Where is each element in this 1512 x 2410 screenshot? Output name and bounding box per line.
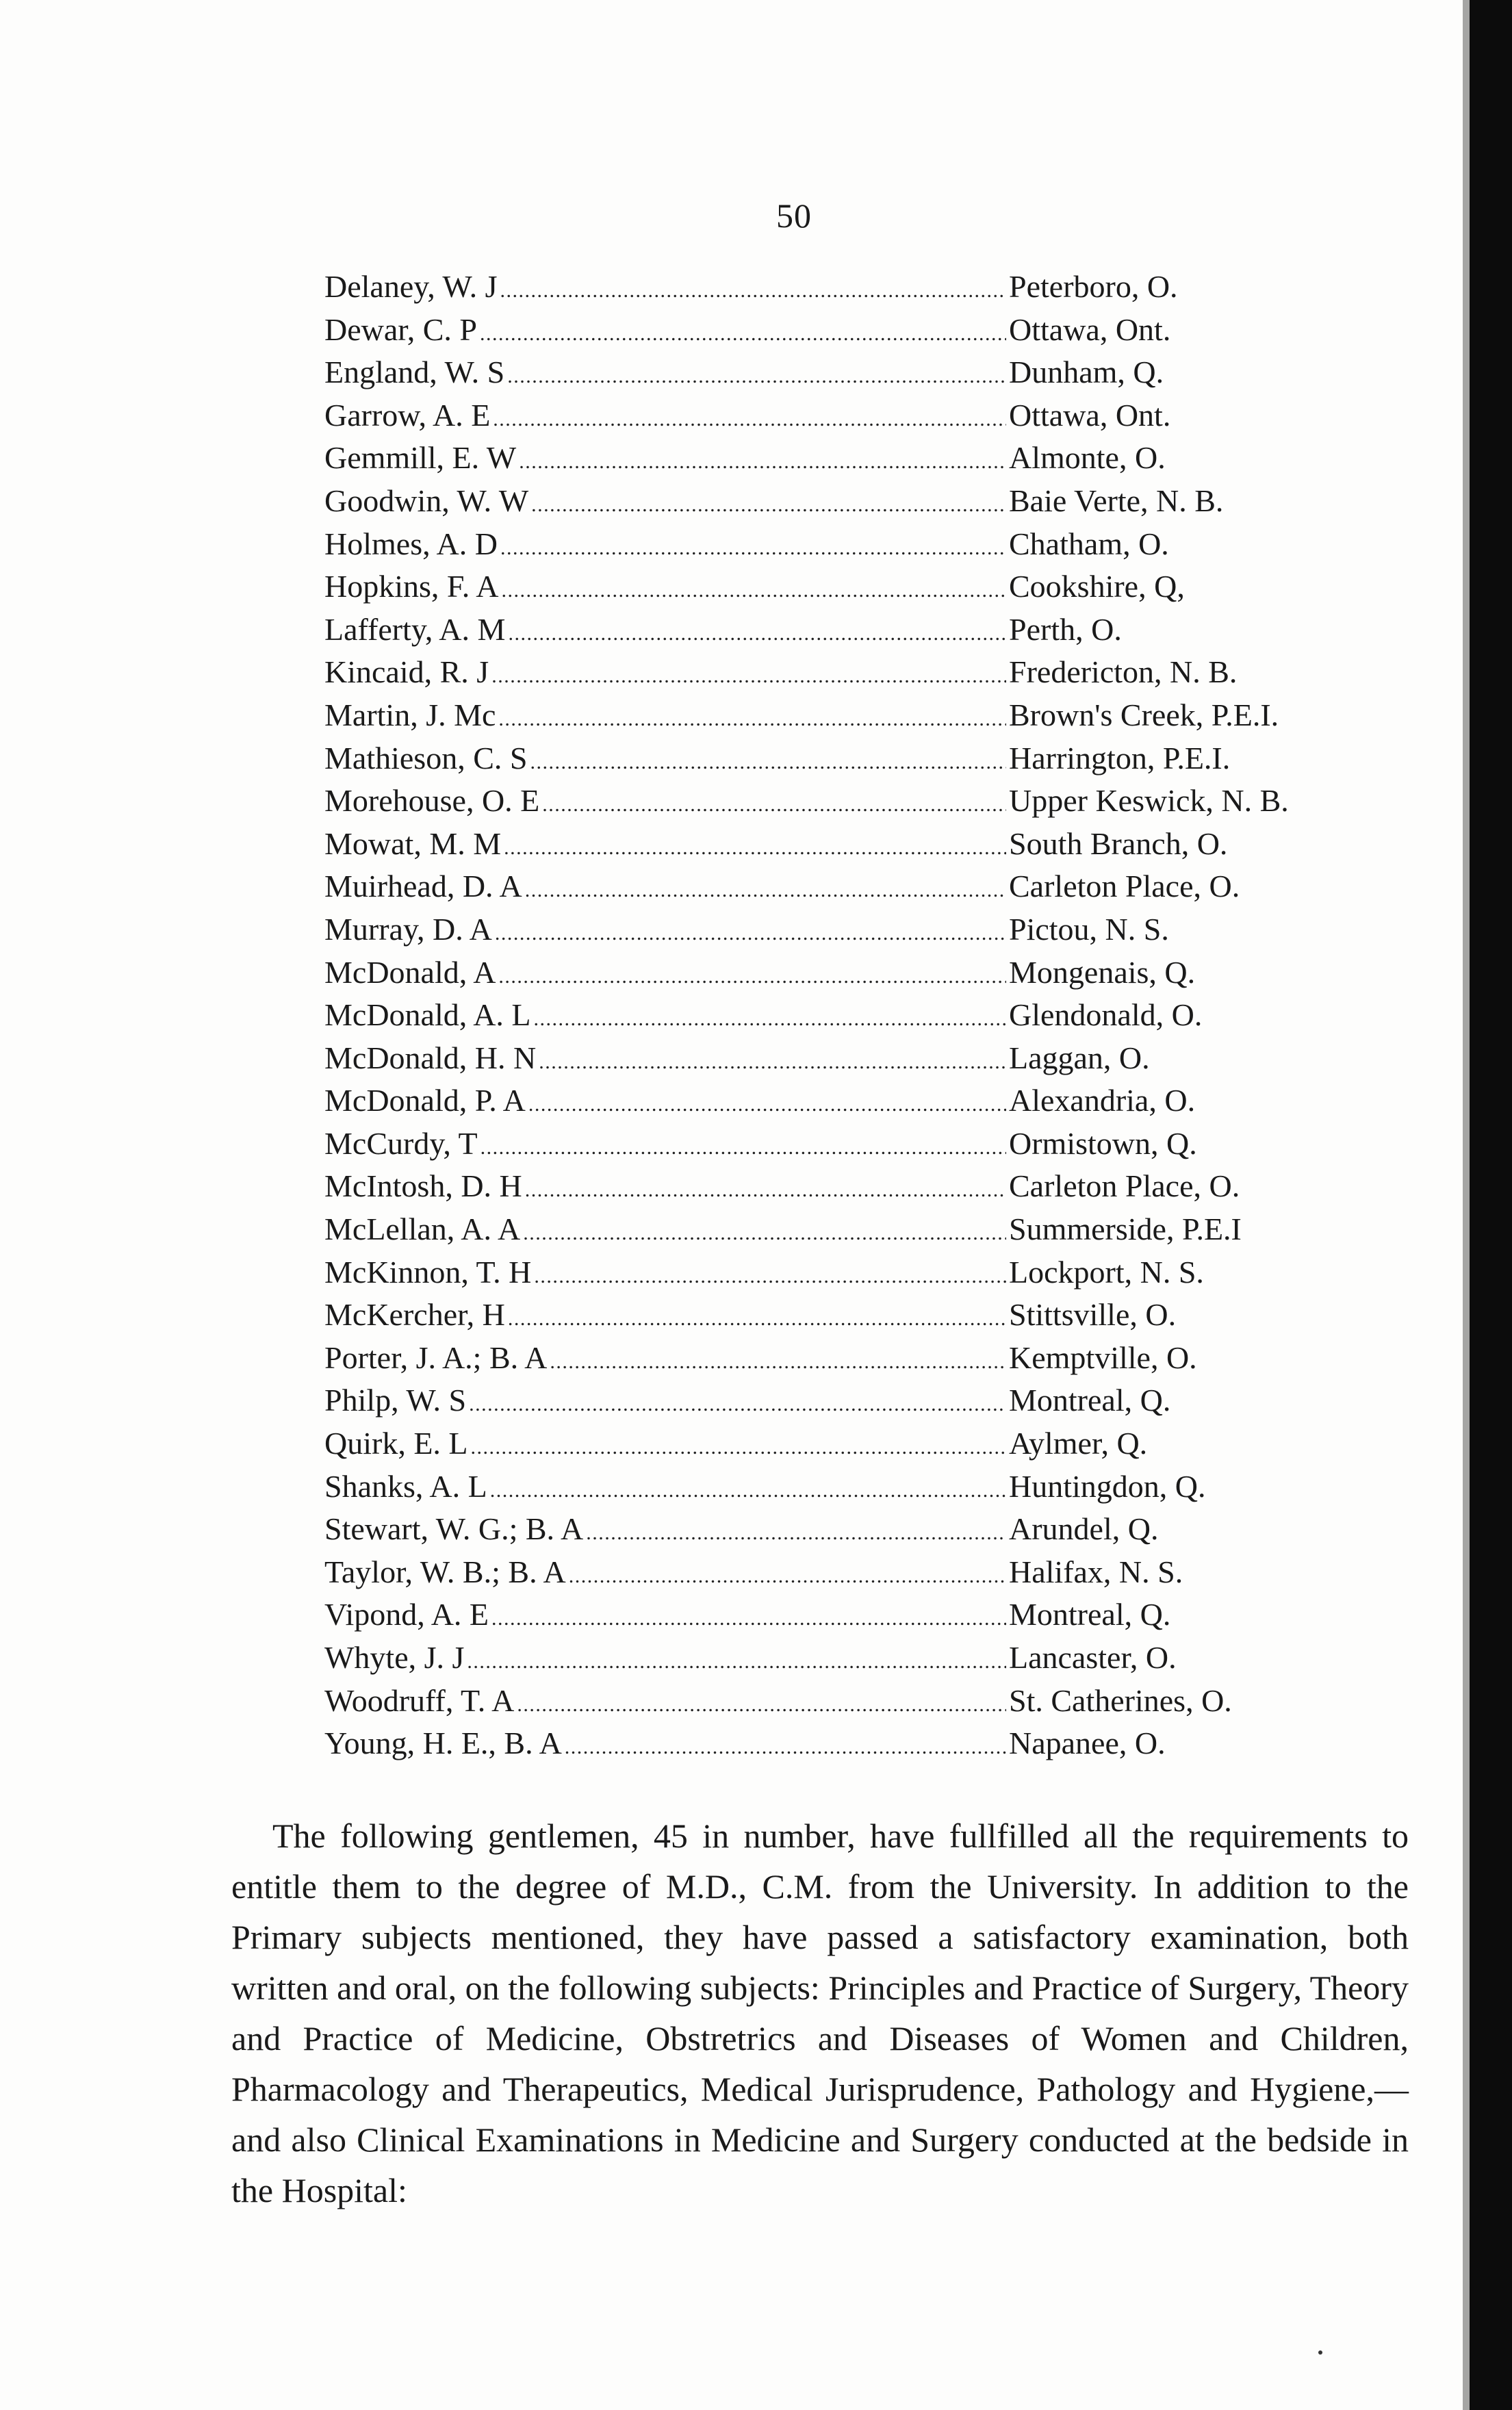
list-item <box>324 1211 1392 1254</box>
entry-name: Shanks, A. L <box>324 1468 487 1504</box>
entry-name: McDonald, A. L <box>324 997 531 1033</box>
entry-place: Harrington, P.E.I. <box>1009 740 1231 775</box>
dot-leader <box>528 1093 1006 1116</box>
entry-name: Young, H. E., B. A <box>324 1726 562 1761</box>
list-item <box>324 1725 1392 1768</box>
entry-place: Fredericton, N. B. <box>1009 654 1238 690</box>
dot-leader <box>519 450 1006 474</box>
dot-leader <box>504 836 1006 860</box>
graduate-list <box>324 268 1392 1768</box>
entry-place: Pictou, N. S. <box>1009 911 1169 947</box>
list-item <box>324 311 1392 355</box>
entry-place: Carleton Place, O. <box>1009 1168 1240 1204</box>
dot-leader <box>500 279 1006 303</box>
entry-name: Porter, J. A.; B. A <box>324 1339 548 1375</box>
list-item <box>324 1339 1392 1383</box>
list-item <box>324 568 1392 611</box>
dot-leader <box>565 1736 1006 1759</box>
entry-place: Arundel, Q. <box>1009 1511 1159 1547</box>
list-item <box>324 526 1392 569</box>
entry-place: Halifax, N. S. <box>1009 1554 1183 1589</box>
dot-leader <box>491 665 1006 688</box>
entry-name: England, W. S <box>324 355 505 390</box>
list-item <box>324 439 1392 483</box>
list-item <box>324 1639 1392 1682</box>
entry-place: Perth, O. <box>1009 611 1122 647</box>
dot-leader <box>525 1179 1006 1202</box>
entry-place: Cookshire, Q, <box>1009 569 1185 604</box>
entry-place: Napanee, O. <box>1009 1726 1166 1761</box>
entry-name: Whyte, J. J <box>324 1640 465 1675</box>
entry-name: Murray, D. A <box>324 911 492 947</box>
dot-leader <box>469 1393 1006 1416</box>
list-item <box>324 1468 1392 1511</box>
dot-leader <box>480 1136 1006 1159</box>
page-number: 50 <box>776 196 812 235</box>
entry-place: St. Catherines, O. <box>1009 1682 1232 1718</box>
dot-leader <box>534 1008 1006 1031</box>
entry-place: Baie Verte, N. B. <box>1009 483 1224 518</box>
dot-leader <box>490 1479 1006 1502</box>
entry-name: Quirk, E. L <box>324 1426 468 1461</box>
entry-name: McDonald, H. N <box>324 1040 537 1075</box>
entry-name: Stewart, W. G.; B. A <box>324 1511 584 1547</box>
entry-name: McLellan, A. A <box>324 1212 521 1247</box>
list-item <box>324 1168 1392 1211</box>
body-paragraph: The following gentlemen, 45 in number, have fullfilled all the requirements to entitle them to the degree of M.D., C.M. from the University. In addition to the Primary subjects mentioned, they have passed a satisfactory examination, both written and oral, on the following subjects: Principles and Practice of Surgery, Theory and Practice of Medicine, Obstretrics and Diseases of Women and Children, Pharmacology and Therapeutics, Medical Jurisprudence, Pathology and Hygiene,—and also Clinical Examinations in Medicine and Surgery conducted at the bedside in the Hospital: <box>231 1817 1409 2209</box>
dot-leader <box>500 537 1006 560</box>
entry-name: Vipond, A. E <box>324 1597 489 1632</box>
entry-name: McDonald, A <box>324 954 496 990</box>
dot-leader <box>480 322 1006 346</box>
list-item <box>324 1511 1392 1554</box>
entry-name: Kincaid, R. J <box>324 654 489 690</box>
list-item <box>324 1254 1392 1297</box>
entry-name: Mathieson, C. S <box>324 740 528 775</box>
dot-leader <box>508 622 1006 645</box>
list-item <box>324 1082 1392 1125</box>
entry-name: McKinnon, T. H <box>324 1254 532 1290</box>
dot-leader <box>507 365 1006 388</box>
entry-place: Laggan, O. <box>1009 1040 1150 1075</box>
entry-place: Stittsville, O. <box>1009 1297 1177 1333</box>
dot-leader <box>498 965 1006 988</box>
entry-place: Summerside, P.E.I <box>1009 1212 1242 1247</box>
entry-name: Muirhead, D. A <box>324 869 522 904</box>
list-item <box>324 611 1392 654</box>
dot-leader <box>531 493 1006 517</box>
dot-leader <box>495 922 1006 945</box>
entry-name: Lafferty, A. M <box>324 611 506 647</box>
list-item <box>324 868 1392 911</box>
entry-name: Holmes, A. D <box>324 526 498 561</box>
list-item <box>324 740 1392 783</box>
dot-leader <box>493 408 1006 431</box>
dot-leader <box>508 1307 1006 1331</box>
dot-leader <box>471 1436 1006 1459</box>
entry-name: Dewar, C. P <box>324 311 478 347</box>
list-item <box>324 268 1392 311</box>
list-item <box>324 697 1392 740</box>
entry-name: McDonald, P. A <box>324 1083 526 1118</box>
entry-name: McIntosh, D. H <box>324 1168 522 1204</box>
dot-leader <box>550 1350 1006 1374</box>
entry-name: Delaney, W. J <box>324 269 498 304</box>
list-item <box>324 1425 1392 1468</box>
dot-leader <box>467 1650 1006 1674</box>
entry-place: Dunham, Q. <box>1009 355 1164 390</box>
entry-name: Martin, J. Mc <box>324 697 496 732</box>
entry-name: Garrow, A. E <box>324 397 491 433</box>
entry-name: McKercher, H <box>324 1297 505 1333</box>
page-binding-edge <box>1470 0 1512 2410</box>
entry-place: Lockport, N. S. <box>1009 1254 1204 1290</box>
entry-name: Gemmill, E. W <box>324 440 517 476</box>
entry-name: Hopkins, F. A <box>324 569 499 604</box>
entry-place: Montreal, Q. <box>1009 1597 1171 1632</box>
list-item <box>324 1382 1392 1425</box>
entry-place: Carleton Place, O. <box>1009 869 1240 904</box>
dot-leader <box>534 1265 1006 1288</box>
dot-leader <box>542 793 1006 817</box>
entry-name: Goodwin, W. W <box>324 483 529 518</box>
dot-leader <box>491 1607 1006 1630</box>
dot-leader <box>539 1051 1006 1074</box>
entry-place: Ottawa, Ont. <box>1009 311 1171 347</box>
list-item <box>324 397 1392 440</box>
entry-place: Alexandria, O. <box>1009 1083 1196 1118</box>
dot-leader <box>525 879 1006 902</box>
list-item <box>324 997 1392 1040</box>
entry-place: Huntingdon, Q. <box>1009 1468 1206 1504</box>
entry-place: Ormistown, Q. <box>1009 1125 1197 1161</box>
ink-speck <box>1318 2350 1322 2355</box>
page-edge-shadow <box>1463 0 1470 2410</box>
entry-place: Ottawa, Ont. <box>1009 397 1171 433</box>
entry-place: Lancaster, O. <box>1009 1640 1177 1675</box>
list-item <box>324 954 1392 997</box>
list-item <box>324 782 1392 825</box>
dot-leader <box>498 708 1006 731</box>
entry-place: Upper Keswick, N. B. <box>1009 783 1289 819</box>
entry-name: Morehouse, O. E <box>324 783 540 819</box>
list-item <box>324 354 1392 397</box>
entry-place: South Branch, O. <box>1009 825 1228 861</box>
entry-name: Mowat, M. M <box>324 825 502 861</box>
entry-place: Aylmer, Q. <box>1009 1426 1148 1461</box>
entry-place: Chatham, O. <box>1009 526 1169 561</box>
entry-place: Brown's Creek, P.E.I. <box>1009 697 1279 732</box>
list-item <box>324 1296 1392 1339</box>
list-item <box>324 1596 1392 1639</box>
entry-place: Almonte, O. <box>1009 440 1166 476</box>
list-item <box>324 483 1392 526</box>
entry-name: McCurdy, T <box>324 1125 478 1161</box>
entry-place: Mongenais, Q. <box>1009 954 1196 990</box>
entry-name: Philp, W. S <box>324 1383 467 1418</box>
dot-leader <box>586 1522 1006 1545</box>
entry-place: Montreal, Q. <box>1009 1383 1171 1418</box>
entry-place: Kemptville, O. <box>1009 1339 1197 1375</box>
entry-name: Woodruff, T. A <box>324 1682 515 1718</box>
list-item <box>324 911 1392 954</box>
list-item <box>324 1554 1392 1597</box>
dot-leader <box>501 579 1006 602</box>
entry-place: Peterboro, O. <box>1009 269 1178 304</box>
list-item <box>324 1125 1392 1168</box>
dot-leader <box>523 1222 1006 1245</box>
list-item <box>324 1040 1392 1083</box>
entry-name: Taylor, W. B.; B. A <box>324 1554 566 1589</box>
list-item <box>324 825 1392 869</box>
list-item <box>324 1682 1392 1726</box>
dot-leader <box>517 1693 1006 1717</box>
list-item <box>324 654 1392 697</box>
dot-leader <box>530 751 1006 774</box>
entry-place: Glendonald, O. <box>1009 997 1203 1033</box>
dot-leader <box>569 1565 1006 1588</box>
